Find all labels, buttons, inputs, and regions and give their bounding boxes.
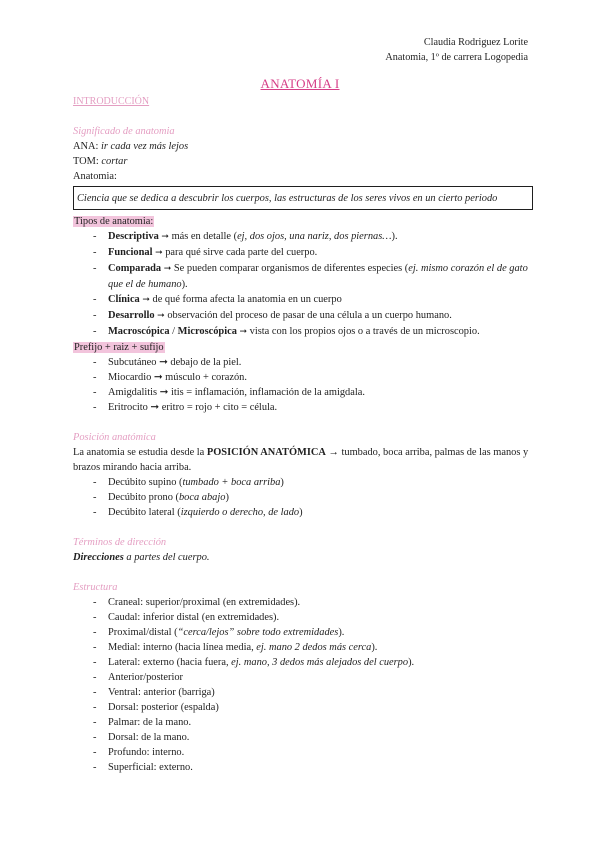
list-item: - Eritrocito ➞ eritro = rojo + cito = célula.	[93, 400, 533, 415]
subheading-significado: Significado de anatomia	[73, 126, 175, 137]
list-item: - Clínica ➞ de qué forma afecta la anatomia en un cuerpo	[93, 292, 533, 308]
list-item: - Caudal: inferior distal (en extremidades).	[93, 610, 533, 625]
tipos-list	[73, 229, 533, 340]
list-item: - Dorsal: de la mano.	[93, 730, 533, 745]
author-name: Claudia Rodriguez Lorite	[423, 37, 528, 48]
list-item: - Profundo: interno.	[93, 745, 533, 760]
document-body	[73, 94, 533, 775]
list-item: - Palmar: de la mano.	[93, 715, 533, 730]
arrow-icon: ➞	[161, 232, 169, 242]
list-item: - Funcional ➞ para qué sirve cada parte del cuerpo.	[93, 245, 533, 261]
list-item: - Lateral: externo (hacia fuera, ej. mano, 3 dedos más alejados del cuerpo).	[93, 655, 533, 670]
list-item: - Ventral: anterior (barriga)	[93, 685, 533, 700]
arrow-icon: ➞	[155, 248, 163, 258]
direcciones-line: Direcciones a partes del cuerpo.	[73, 552, 210, 563]
arrow-icon: ➞	[157, 311, 165, 321]
anatomia-label: Anatomia:	[73, 171, 117, 182]
posicion-paragraph: La anatomia se estudia desde la POSICIÓN ANATÓMICA → tumbado, boca arriba, palmas de las manos y brazos mirando hacia arriba.	[73, 447, 529, 473]
list-item: - Decúbito prono (boca abajo)	[93, 490, 533, 505]
list-item: - Subcutáneo ➞ debajo de la piel.	[93, 355, 533, 370]
list-item: - Anterior/posterior	[93, 670, 533, 685]
section-heading-introduccion: INTRODUCCIÓN	[73, 96, 150, 107]
list-item: - Superficial: externo.	[93, 760, 533, 775]
arrow-icon: ➞	[239, 327, 248, 337]
list-item: - Craneal: superior/proximal (en extremidades).	[93, 595, 533, 610]
list-item: - Dorsal: posterior (espalda)	[93, 700, 533, 715]
list-item: - Proximal/distal (“cerca/lejos” sobre todo extremidades).	[93, 625, 533, 640]
document-title: ANATOMÍA I	[260, 76, 340, 91]
prefijo-label: Prefijo + raiz + sufijo	[74, 342, 164, 353]
header-block	[385, 35, 528, 65]
list-item: - Miocardio ➞ músculo + corazón.	[93, 370, 533, 385]
prefijo-list	[73, 355, 533, 415]
arrow-icon: ➞	[163, 264, 172, 274]
ana-line: ANA: ir cada vez más lejos	[73, 141, 189, 152]
list-item: - Medial: interno (hacia línea media, ej. mano 2 dedos más cerca).	[93, 640, 533, 655]
definition-box: Ciencia que se dedica a descubrir los cuerpos, las estructuras de los seres vivos en un cierto periodo	[73, 186, 533, 210]
tipos-label: Tipos de anatomia:	[74, 216, 154, 227]
estructura-list	[73, 595, 533, 775]
list-item: - Desarrollo ➞ observación del proceso de pasar de una célula a un cuerpo humano.	[93, 308, 533, 324]
list-item: - Macroscópica / Microscópica ➞ vista con los propios ojos o a través de un microscopio.	[93, 324, 533, 340]
subheading-terminos: Términos de dirección	[73, 537, 167, 548]
list-item: - Decúbito lateral (izquierdo o derecho, de lado)	[93, 505, 533, 520]
posicion-list	[73, 475, 533, 520]
list-item: - Amigdalitis ➞ itis = inflamación, inflamación de la amigdala.	[93, 385, 533, 400]
subheading-posicion: Posición anatómica	[73, 432, 156, 443]
list-item: - Decúbito supino (tumbado + boca arriba)	[93, 475, 533, 490]
arrow-icon: ➞	[142, 295, 150, 305]
list-item: - Descriptiva ➞ más en detalle (ej, dos ojos, una nariz, dos piernas…).	[93, 229, 533, 245]
course-info: Anatomia, 1º de carrera Logopedia	[385, 52, 528, 63]
list-item: - Comparada ➞ Se pueden comparar organismos de diferentes especies (ej. mismo corazón el de gato que el de humano).	[93, 261, 533, 292]
subheading-estructura: Estructura	[73, 582, 118, 593]
tom-line: TOM: cortar	[73, 156, 128, 167]
